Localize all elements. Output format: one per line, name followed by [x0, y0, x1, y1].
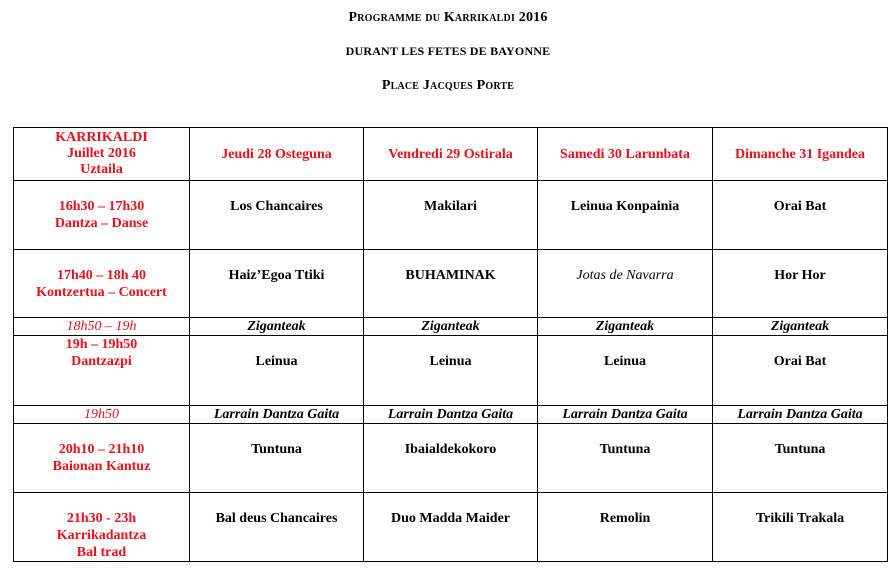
program-cell: Tuntuna [538, 424, 713, 493]
program-cell: Bal deus Chancaires [190, 493, 364, 562]
time-cell [14, 493, 190, 562]
day-header: Samedi 30 Larunbata [538, 128, 713, 181]
corner-line: KARRIKALDI [55, 130, 148, 145]
schedule-table [13, 127, 888, 562]
table-row [14, 406, 888, 424]
programme-location: Place Jacques Porte [381, 78, 515, 93]
corner-line: Juillet 2016 [67, 146, 136, 161]
time-line: Dantzazpi [71, 354, 132, 369]
program-cell: Tuntuna [713, 424, 888, 493]
time-cell: 19h50 [14, 406, 190, 424]
program-cell: Trikili Trakala [713, 493, 888, 562]
time-line: 21h30 - 23h [66, 511, 137, 526]
programme-subtitle: DURANT LES FETES DE BAYONNE [345, 44, 551, 58]
program-cell: Leinua [538, 336, 713, 406]
table-row [14, 336, 888, 406]
programme-title: Programme du Karrikaldi 2016 [348, 10, 548, 25]
program-cell: Leinua Konpainia [538, 181, 713, 250]
table-row [14, 493, 888, 562]
time-cell [14, 424, 190, 493]
time-line: Kontzertua – Concert [36, 285, 167, 300]
program-cell: Larrain Dantza Gaita [538, 406, 713, 424]
program-cell: Leinua [364, 336, 538, 406]
time-cell [14, 336, 190, 406]
time-line: 17h40 – 18h 40 [56, 268, 147, 283]
program-cell: Haiz’Egoa Ttiki [190, 250, 364, 318]
table-row [14, 250, 888, 318]
program-cell: Orai Bat [713, 336, 888, 406]
program-cell: Duo Madda Maider [364, 493, 538, 562]
table-header-row [14, 128, 888, 181]
time-line: 19h – 19h50 [65, 337, 138, 352]
table-row [14, 318, 888, 336]
program-cell: Ziganteak [364, 318, 538, 336]
time-cell [14, 181, 190, 250]
program-cell: Orai Bat [713, 181, 888, 250]
time-line: Bal trad [76, 545, 127, 560]
program-cell: Larrain Dantza Gaita [364, 406, 538, 424]
program-cell: Larrain Dantza Gaita [713, 406, 888, 424]
time-line: Baionan Kantuz [52, 459, 151, 474]
time-line: Karrikadantza [56, 528, 147, 543]
corner-line: Uztaila [80, 162, 123, 177]
program-cell: Ziganteak [538, 318, 713, 336]
program-cell: Remolin [538, 493, 713, 562]
time-cell [14, 250, 190, 318]
program-cell: Larrain Dantza Gaita [190, 406, 364, 424]
program-cell: Leinua [190, 336, 364, 406]
program-cell: Los Chancaires [190, 181, 364, 250]
program-cell: Ibaialdekokoro [364, 424, 538, 493]
program-cell: Ziganteak [190, 318, 364, 336]
program-cell: BUHAMINAK [364, 250, 538, 318]
day-header: Vendredi 29 Ostirala [364, 128, 538, 181]
program-cell: Makilari [364, 181, 538, 250]
program-cell: Tuntuna [190, 424, 364, 493]
program-cell: Jotas de Navarra [538, 250, 713, 318]
table-row [14, 424, 888, 493]
table-row [14, 181, 888, 250]
time-line: Dantza – Danse [54, 216, 149, 231]
time-cell: 18h50 – 19h [14, 318, 190, 336]
program-cell: Hor Hor [713, 250, 888, 318]
time-line: 20h10 – 21h10 [58, 442, 145, 457]
time-line: 16h30 – 17h30 [58, 199, 145, 214]
day-header: Jeudi 28 Osteguna [190, 128, 364, 181]
program-cell: Ziganteak [713, 318, 888, 336]
corner-cell [14, 128, 190, 181]
day-header: Dimanche 31 Igandea [713, 128, 888, 181]
